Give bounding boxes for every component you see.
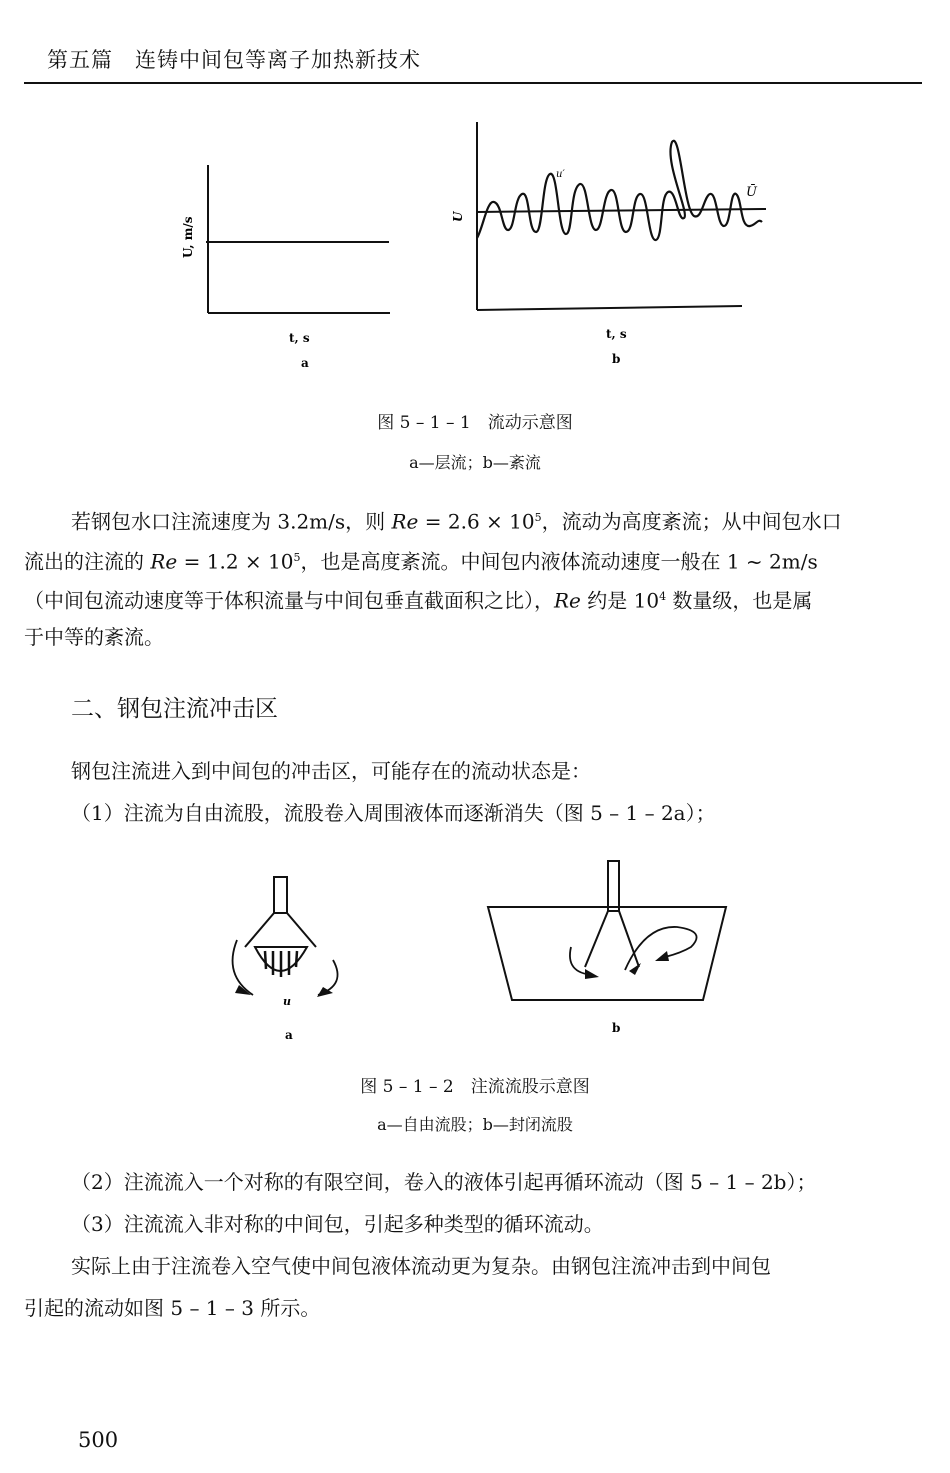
panel-b-label: b bbox=[612, 352, 621, 366]
para1-line3: （中间包流动速度等于体积流量与中间包垂直截面积之比），Re 约是 $10^4$ 数量级，也是属 bbox=[24, 588, 813, 613]
panel-b-x-axis bbox=[477, 306, 742, 310]
arrow-b1 bbox=[585, 969, 599, 979]
para1-line2: 流出的注流的 $Re = 1.2 \times 10^5$，也是高度紊流。中间包内液体流动速度一般在 1 ~ 2m/s bbox=[24, 549, 818, 574]
free-jet-streaks bbox=[265, 951, 297, 977]
panel-b-x-label: t, s bbox=[606, 327, 627, 341]
nozzle-b bbox=[608, 861, 619, 911]
turbulent-velocity-curve bbox=[477, 141, 762, 240]
mean-velocity-annotation: Ū bbox=[746, 185, 757, 200]
panel-a-label: a bbox=[301, 356, 309, 370]
panel-b-y-label: U bbox=[451, 211, 465, 222]
figure-2-caption: 图 5 – 1 – 2 注流流股示意图 bbox=[360, 1077, 590, 1097]
panel-a-y-label: U, m/s bbox=[181, 216, 195, 258]
list-item-2: （2）注流流入一个对称的有限空间，卷入的液体引起再循环流动（图 5 – 1 – 2b）； bbox=[71, 1170, 817, 1194]
nozzle-a bbox=[274, 877, 287, 913]
para1-line4: 于中等的紊流。 bbox=[24, 624, 164, 649]
list-item-1: （1）注流为自由流股，流股卷入周围液体而逐渐消失（图 5 – 1 – 2a）； bbox=[71, 801, 716, 825]
paragraph-reynolds bbox=[24, 500, 922, 655]
figure-1-subcaption: a—层流；b—紊流 bbox=[409, 453, 541, 472]
tundish-outline bbox=[488, 907, 726, 1000]
panel-a-label-2: a bbox=[285, 1028, 293, 1042]
para3-line2: 引起的流动如图 5 – 1 – 3 所示。 bbox=[24, 1296, 321, 1320]
para3-line1: 实际上由于注流卷入空气使中间包液体流动更为复杂。由钢包注流冲击到中间包 bbox=[71, 1254, 771, 1278]
figure1-panel-b bbox=[451, 122, 766, 366]
recirculation-loop-right bbox=[625, 927, 697, 970]
running-header: 第五篇 连铸中间包等离子加热新技术 bbox=[47, 48, 421, 72]
entrainment-arc-right bbox=[318, 960, 338, 995]
free-jet-cone bbox=[245, 913, 316, 947]
arrow-b2 bbox=[629, 963, 641, 975]
para1-line1: 若钢包水口注流速度为 3.2m/s，则 $Re = 2.6 \times 10^5$，流动为高度紊流；从中间包水口 bbox=[71, 509, 842, 534]
figure-5-1-2 bbox=[215, 855, 745, 1055]
panel-b-label-2: b bbox=[612, 1021, 621, 1035]
figure1-panel-a bbox=[181, 165, 390, 370]
figure-2-subcaption: a—自由流股；b—封闭流股 bbox=[377, 1115, 573, 1134]
page-number: 500 bbox=[78, 1428, 119, 1452]
figure2-panel-a bbox=[233, 877, 338, 1042]
fluctuation-annotation: u′ bbox=[556, 169, 565, 180]
figure-1-caption: 图 5 – 1 – 1 流动示意图 bbox=[377, 413, 573, 433]
figure-5-1-1 bbox=[170, 110, 780, 375]
entrainment-arc-left bbox=[233, 940, 253, 995]
panel-a-x-label: t, s bbox=[289, 331, 310, 345]
recirculation-loop-left bbox=[570, 947, 593, 975]
panel-a-velocity-annotation: u bbox=[283, 995, 291, 1008]
mean-velocity-line bbox=[477, 209, 766, 212]
para2-intro: 钢包注流进入到中间包的冲击区，可能存在的流动状态是： bbox=[71, 759, 591, 783]
section-heading: 二、钢包注流冲击区 bbox=[71, 696, 278, 722]
figure2-panel-b bbox=[488, 861, 726, 1035]
list-item-3: （3）注流流入非对称的中间包，引起多种类型的循环流动。 bbox=[71, 1212, 604, 1236]
arrow-b3 bbox=[655, 951, 669, 961]
header-rule bbox=[24, 82, 922, 84]
